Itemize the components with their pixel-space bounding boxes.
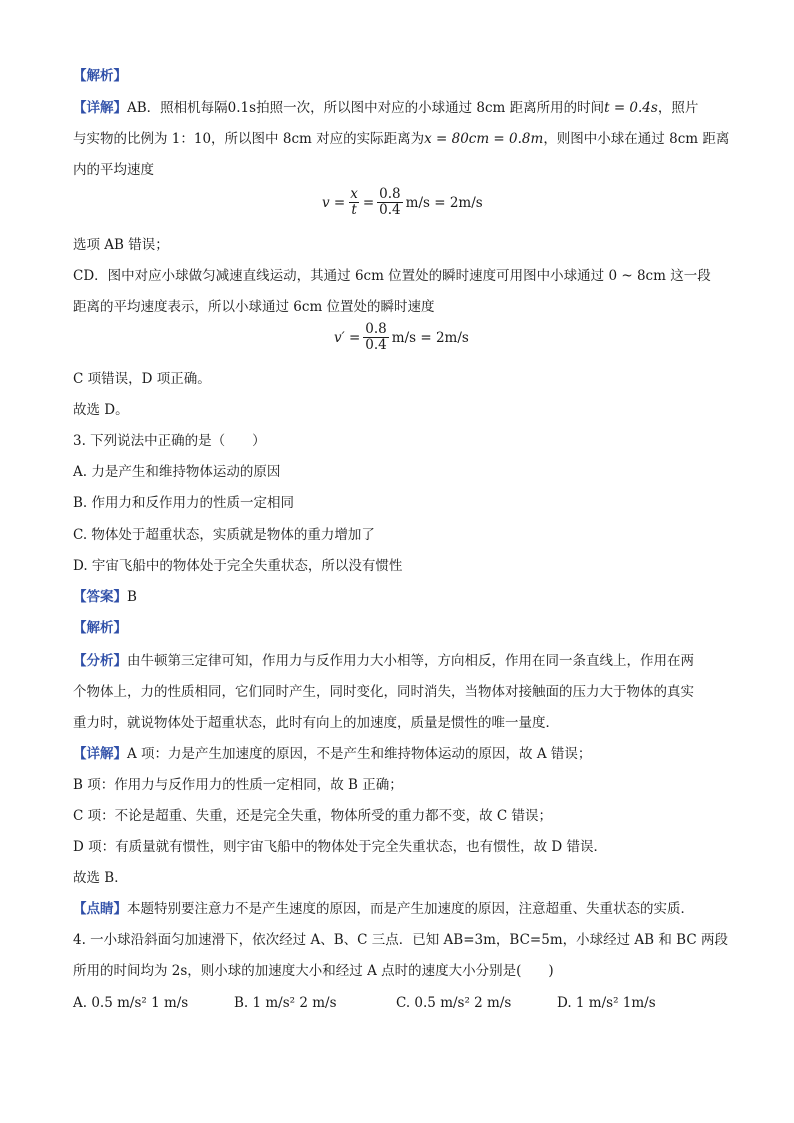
question-4-stem-1: 4. 一小球沿斜面匀加速滑下，依次经过 A、B、C 三点．已知 AB=3m，BC=5m，小球经过 AB 和 BC 两段 xyxy=(73,932,728,948)
question-3-option-c: C. 物体处于超重状态，实质就是物体的重力增加了 xyxy=(73,527,375,543)
equation-rhs: m/s = 2m/s xyxy=(391,329,469,346)
text-segment: 与实物的比例为 1：10，所以图中 8cm 对应的实际距离为 xyxy=(73,131,425,147)
question-3-option-d: D. 宇宙飞船中的物体处于完全失重状态，所以没有惯性 xyxy=(73,558,403,574)
detail-line-1 xyxy=(73,98,698,118)
question-3-option-b: B. 作用力和反作用力的性质一定相同 xyxy=(73,495,295,511)
analysis-line-3: 重力时，就说物体处于超重状态，此时有向上的加速度，质量是惯性的唯一量度． xyxy=(73,715,559,731)
fraction-numerator: x xyxy=(350,186,358,202)
detail-line-3: 内的平均速度 xyxy=(73,162,154,178)
section-tag-fenxi: 【分析】 xyxy=(73,653,127,669)
fraction-values xyxy=(377,187,402,218)
inline-equation: t = 0.4s xyxy=(604,100,658,116)
question-4-stem-2: 所用的时间均为 2s，则小球的加速度大小和经过 A 点时的速度大小分别是( ) xyxy=(73,963,554,979)
text-segment: A 项：力是产生加速度的原因，不是产生和维持物体运动的原因，故 A 错误； xyxy=(127,746,592,762)
detail-line-a xyxy=(73,744,591,764)
equation-lhs: v′ = xyxy=(334,329,361,346)
analysis-line-1 xyxy=(73,651,694,671)
fraction-denominator: 0.4 xyxy=(379,202,401,218)
key-point xyxy=(73,899,694,919)
text-segment: ，则图中小球在通过 8cm 距离 xyxy=(543,131,730,147)
fraction-numerator: 0.8 xyxy=(365,321,387,337)
equation-instant-velocity xyxy=(334,322,469,353)
inline-equation: x = 80cm = 0.8m xyxy=(424,131,544,147)
section-tag-jiexi: 【解析】 xyxy=(73,68,127,84)
question-4-option-a: A. 0.5 m/s² 1 m/s xyxy=(73,995,189,1011)
section-tag-answer: 【答案】 xyxy=(73,589,127,605)
text-segment: AB．照相机每隔0.1s拍照一次，所以图中对应的小球通过 8cm 距离所用的时间 xyxy=(127,100,605,116)
fraction-values xyxy=(363,322,388,353)
text-segment: 由牛顿第三定律可知，作用力与反作用力大小相等，方向相反，作用在同一条直线上，作用在两 xyxy=(127,653,694,669)
equation-rhs: m/s = 2m/s xyxy=(405,194,483,211)
detail-line-6: 距离的平均速度表示，所以小球通过 6cm 位置处的瞬时速度 xyxy=(73,299,435,315)
section-tag-xiangjie: 【详解】 xyxy=(73,746,127,762)
question-4-option-b: B. 1 m/s² 2 m/s xyxy=(234,995,337,1011)
equation-equals: = xyxy=(362,194,375,211)
equation-average-velocity xyxy=(322,187,483,218)
section-tag-dianjing: 【点睛】 xyxy=(73,901,127,917)
section-tag-jiexi: 【解析】 xyxy=(73,620,127,636)
question-3-option-a: A. 力是产生和维持物体运动的原因 xyxy=(73,464,281,480)
detail-line-8: 故选 D。 xyxy=(73,402,129,418)
fraction-denominator: t xyxy=(351,202,357,218)
question-3-stem: 3. 下列说法中正确的是（ ） xyxy=(73,433,266,449)
fraction-x-over-t xyxy=(348,187,360,218)
section-tag-xiangjie: 【详解】 xyxy=(73,100,127,116)
conclusion: 故选 B． xyxy=(73,870,128,886)
fraction-numerator: 0.8 xyxy=(379,186,401,202)
analysis-line-2: 个物体上，力的性质相同，它们同时产生，同时变化，同时消失，当物体对接触面的压力大于物体的真实 xyxy=(73,684,694,700)
answer-value: B xyxy=(127,589,137,605)
detail-line-4: 选项 AB 错误； xyxy=(73,237,169,253)
fraction-denominator: 0.4 xyxy=(365,337,387,353)
question-3-answer xyxy=(73,587,137,607)
question-4-option-c: C. 0.5 m/s² 2 m/s xyxy=(396,995,512,1011)
detail-line-b: B 项：作用力与反作用力的性质一定相同，故 B 正确； xyxy=(73,777,403,793)
equation-lhs: v = xyxy=(322,194,346,211)
text-segment: ，照片 xyxy=(657,100,699,116)
detail-line-5: CD．图中对应小球做匀减速直线运动，其通过 6cm 位置处的瞬时速度可用图中小球通过 0 ~ 8cm 这一段 xyxy=(73,268,711,284)
detail-line-2 xyxy=(73,129,729,149)
detail-line-7: C 项错误，D 项正确。 xyxy=(73,371,211,387)
detail-line-c: C 项：不论是超重、失重，还是完全失重，物体所受的重力都不变，故 C 错误； xyxy=(73,808,553,824)
text-segment: 本题特别要注意力不是产生速度的原因，而是产生加速度的原因，注意超重、失重状态的实质． xyxy=(127,901,694,917)
detail-line-d: D 项：有质量就有惯性，则宇宙飞船中的物体处于完全失重状态，也有惯性，故 D 错误． xyxy=(73,839,608,855)
question-4-option-d: D. 1 m/s² 1m/s xyxy=(557,995,656,1011)
